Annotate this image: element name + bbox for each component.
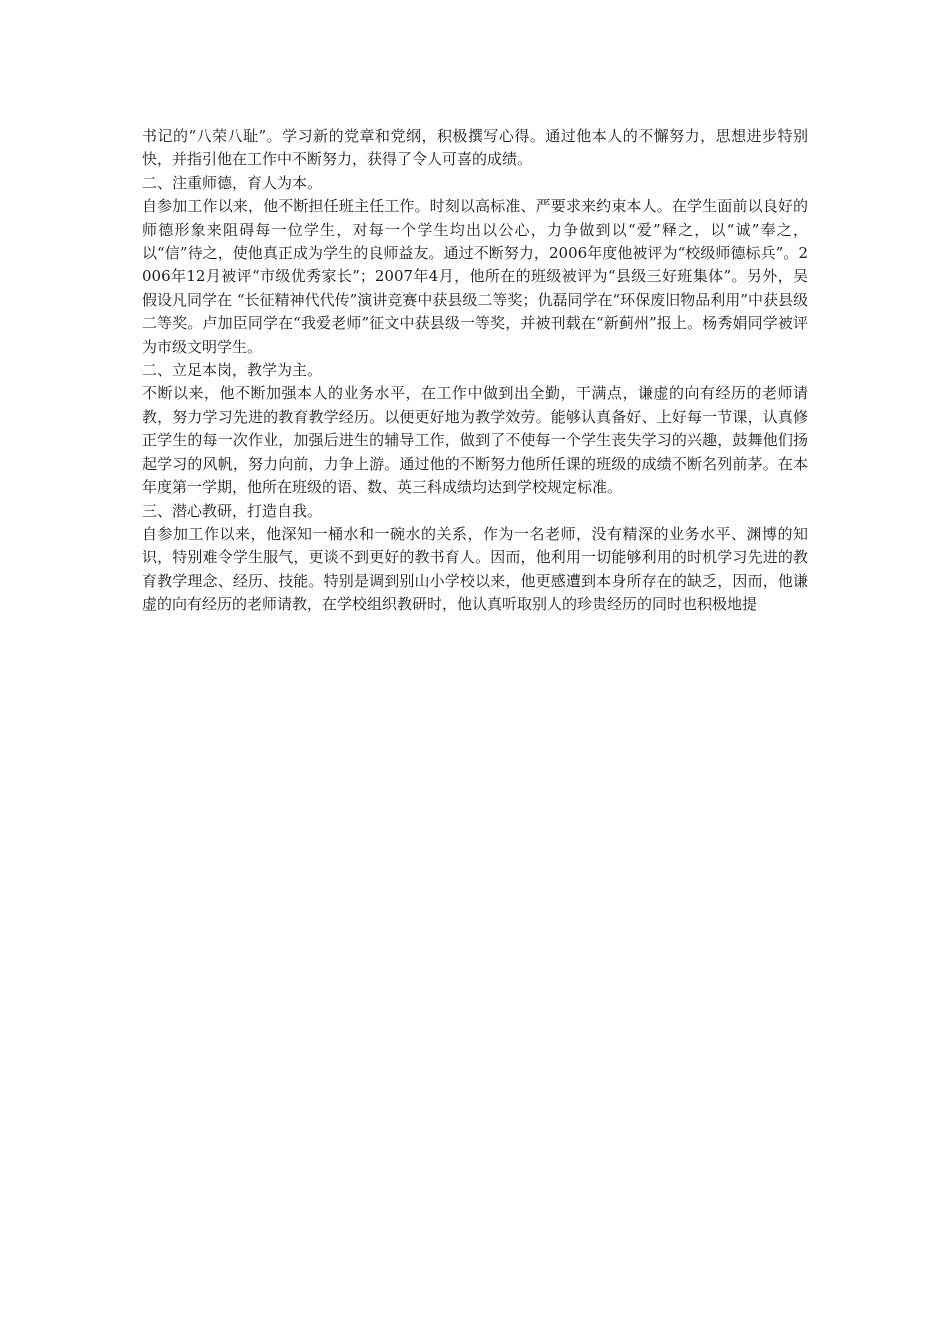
paragraph-teaching: 不断以来，他不断加强本人的业务水平，在工作中做到出全勤，干满点，谦虚的向有经历的老师请教，努力学习先进的教育教学经历。以便更好地为教学效劳。能够认真备好、上好每一节课，认真修正学生的每一次作业，加强后进生的辅导工作，做到了不使每一个学生丧失学习的兴趣，鼓舞他们扬起学习的风帆，努力向前，力争上游。通过他的不断努力他所任课的班级的成绩不断名列前茅。在本年度第一学期，他所在班级的语、数、英三科成绩均达到学校规定标准。	[142, 384, 808, 497]
heading-research: 三、潜心教研，打造自我。	[142, 501, 323, 520]
heading-teacher-ethics: 二、注重师德，育人为本。	[142, 173, 323, 192]
paragraph-research: 自参加工作以来，他深知一桶水和一碗水的关系，作为一名老师，没有精深的业务水平、渊博的知识，特别难令学生服气，更谈不到更好的教书育人。因而，他利用一切能够利用的时机学习先进的教育教学理念、经历、技能。特别是调到别山小学校以来，他更感遭到本身所存在的缺乏，因而，他谦虚的向有经历的老师请教，在学校组织教研时，他认真听取别人的珍贵经历的同时也积极地提	[142, 524, 808, 614]
heading-teaching: 二、立足本岗，教学为主。	[142, 361, 323, 380]
document-body	[142, 125, 808, 617]
paragraph-intro: 书记的“八荣八耻”。学习新的党章和党纲，积极撰写心得。通过他本人的不懈努力，思想进步特别快，并指引他在工作中不断努力，获得了令人可喜的成绩。	[142, 127, 808, 169]
paragraph-teacher-ethics: 自参加工作以来，他不断担任班主任工作。时刻以高标准、严要求来约束本人。在学生面前以良好的师德形象来阻碍每一位学生，对每一个学生均出以公心，力争做到以“爱”释之，以“诚”奉之，以“信”待之，使他真正成为学生的良师益友。通过不断努力，2006年度他被评为“校级师德标兵”。2006年12月被评“市级优秀家长”；2007年4月，他所在的班级被评为“县级三好班集体”。另外，吴假设凡同学在 “长征精神代代传”演讲竞赛中获县级二等奖；仇磊同学在“环保废旧物品利用”中获县级二等奖。卢加臣同学在“我爱老师”征文中获县级一等奖，并被刊载在“新蓟州”报上。杨秀娟同学被评为市级文明学生。	[142, 197, 808, 356]
